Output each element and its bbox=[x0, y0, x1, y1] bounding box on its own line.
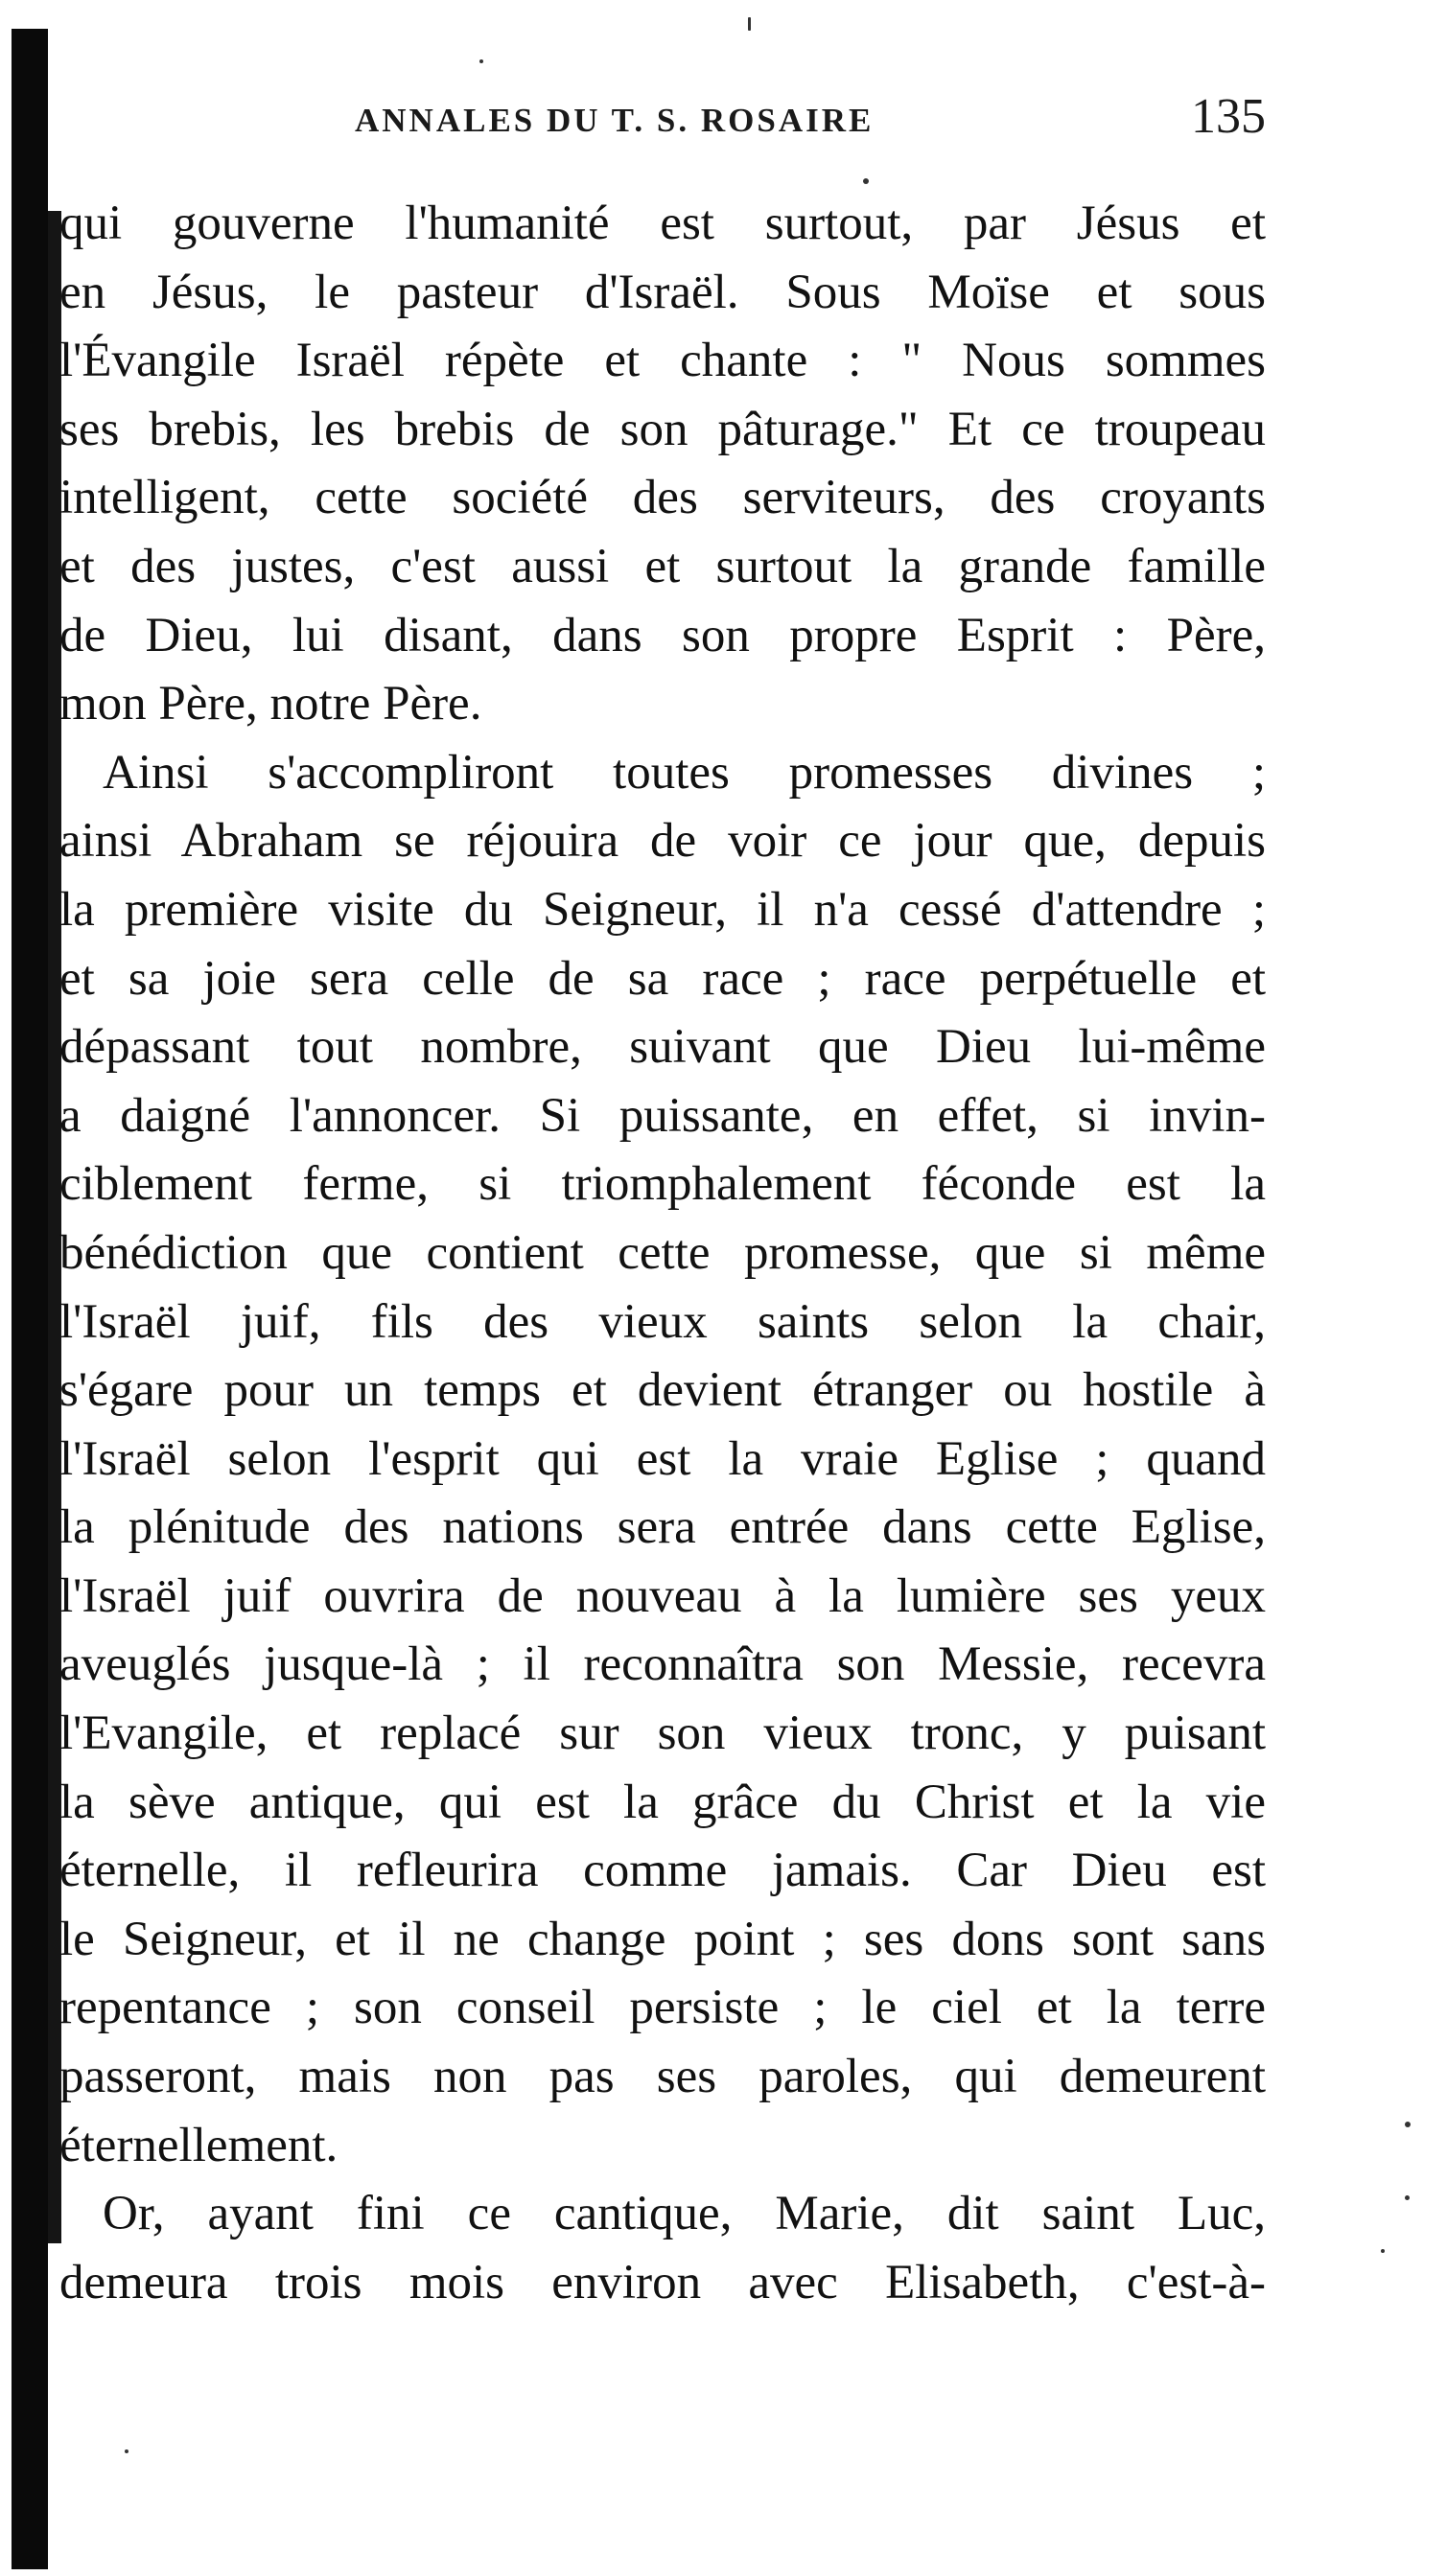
text-line: ses brebis, les brebis de son pâturage." Et ce troupeau bbox=[59, 402, 1266, 456]
text-line: ainsi Abraham se réjouira de voir ce jour que, depuis bbox=[59, 814, 1266, 869]
text-line: l'Israël selon l'esprit qui est la vraie Eglise ; quand bbox=[59, 1431, 1266, 1486]
print-speck bbox=[1405, 2195, 1410, 2200]
text-line: repentance ; son conseil persiste ; le ciel et la terre bbox=[59, 1981, 1266, 2035]
running-title: ANNALES DU T. S. ROSAIRE bbox=[355, 102, 875, 139]
print-speck bbox=[748, 17, 751, 31]
text-line: la plénitude des nations sera entrée dans cette Eglise, bbox=[59, 1500, 1266, 1555]
text-line: l'Évangile Israël répète et chante : " Nous sommes bbox=[59, 334, 1266, 388]
text-line: qui gouverne l'humanité est surtout, par Jésus et bbox=[59, 197, 1266, 250]
text-line: éternelle, il refleurira comme jamais. Car Dieu est bbox=[59, 1844, 1266, 1898]
print-speck bbox=[1381, 2249, 1385, 2253]
text-line: dépassant tout nombre, suivant que Dieu lui-même bbox=[59, 1020, 1266, 1075]
page-header bbox=[336, 86, 1266, 153]
body-text bbox=[59, 190, 1266, 2317]
print-speck bbox=[1405, 2122, 1411, 2127]
print-speck bbox=[863, 178, 869, 184]
print-speck bbox=[125, 2449, 128, 2453]
text-line: Ainsi s'accompliront toutes promesses divines ; bbox=[103, 745, 1266, 800]
text-line: demeura trois mois environ avec Elisabeth, c'est-à- bbox=[59, 2255, 1266, 2309]
print-speck bbox=[479, 59, 483, 63]
text-line: et des justes, c'est aussi et surtout la grande famille bbox=[59, 539, 1266, 593]
text-line: s'égare pour un temps et devient étranger ou hostile à bbox=[59, 1363, 1266, 1418]
text-line: Or, ayant fini ce cantique, Marie, dit saint Luc, bbox=[103, 2187, 1266, 2241]
text-line: l'Israël juif ouvrira de nouveau à la lumière ses yeux bbox=[59, 1568, 1266, 1623]
text-line: mon Père, notre Père. bbox=[59, 677, 482, 731]
text-line: aveuglés jusque-là ; il reconnaîtra son Messie, recevra bbox=[59, 1637, 1266, 1692]
text-line: en Jésus, le pasteur d'Israël. Sous Moïse et sous bbox=[59, 265, 1266, 319]
text-line: la sève antique, qui est la grâce du Christ et la vie bbox=[59, 1775, 1266, 1829]
page-number: 135 bbox=[1191, 89, 1266, 144]
text-line: la première visite du Seigneur, il n'a cessé d'attendre ; bbox=[59, 882, 1266, 937]
text-line: ciblement ferme, si triomphalement féconde est la bbox=[59, 1157, 1266, 1212]
text-line: de Dieu, lui disant, dans son propre Esprit : Père, bbox=[59, 608, 1266, 662]
text-line: a daigné l'annoncer. Si puissante, en effet, si invin- bbox=[59, 1088, 1266, 1143]
text-line: l'Evangile, et replacé sur son vieux tronc, y puisant bbox=[59, 1706, 1266, 1761]
book-binding-shadow bbox=[12, 29, 48, 2569]
text-line: éternellement. bbox=[59, 2118, 338, 2172]
text-line: passeront, mais non pas ses paroles, qui demeurent bbox=[59, 2050, 1266, 2104]
text-line: et sa joie sera celle de sa race ; race perpétuelle et bbox=[59, 951, 1266, 1006]
text-line: intelligent, cette société des serviteurs, des croyants bbox=[59, 471, 1266, 525]
text-line: l'Israël juif, fils des vieux saints selon la chair, bbox=[59, 1294, 1266, 1349]
text-line: bénédiction que contient cette promesse, que si même bbox=[59, 1225, 1266, 1280]
text-line: le Seigneur, et il ne change point ; ses dons sont sans bbox=[59, 1912, 1266, 1966]
